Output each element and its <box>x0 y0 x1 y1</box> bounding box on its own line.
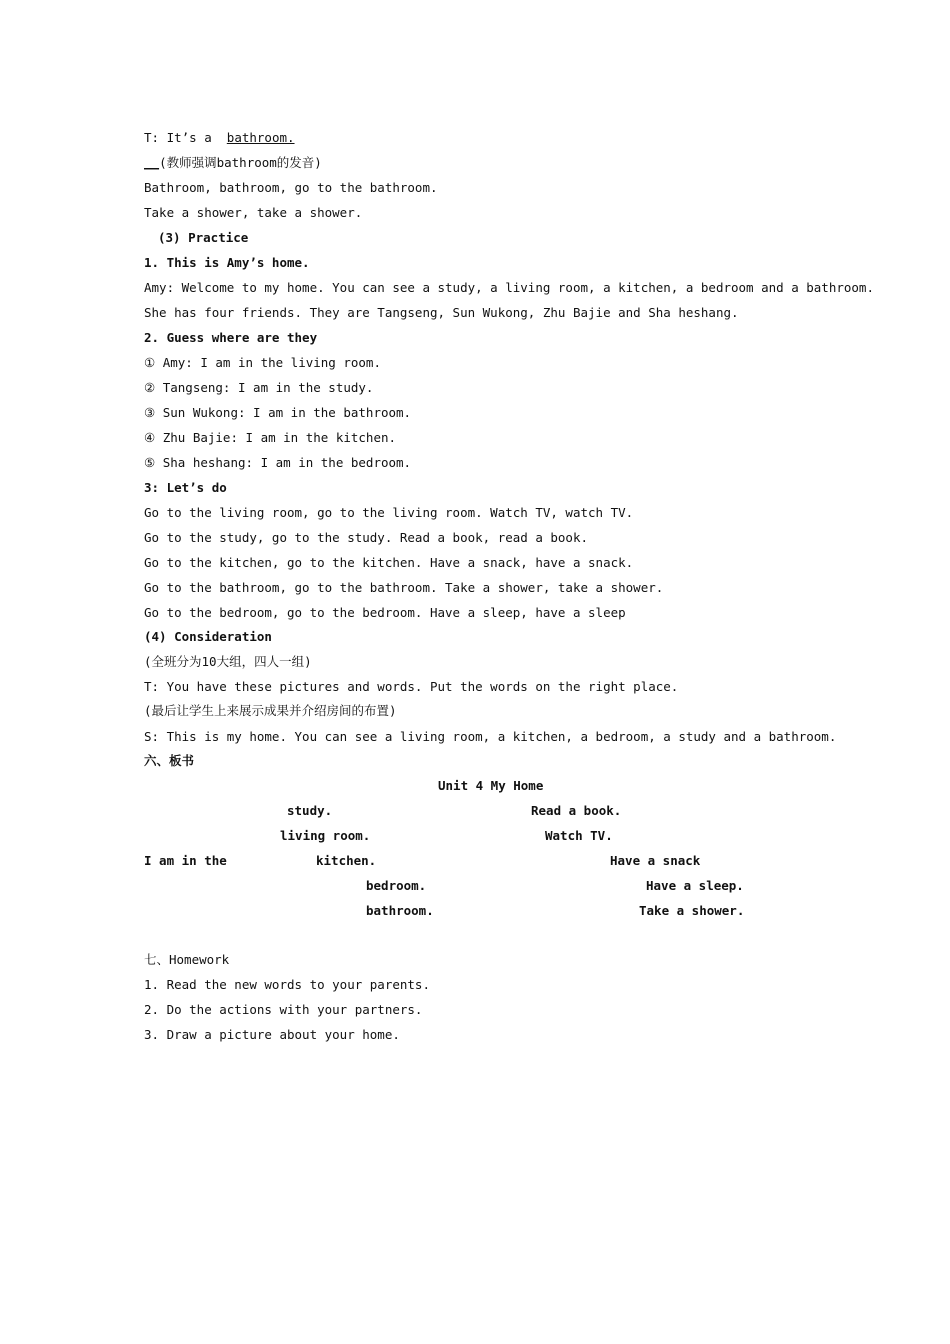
practice-heading: (3) Practice <box>158 230 249 245</box>
intro-line-2 <box>144 155 322 171</box>
guess-item: ② Tangseng: I am in the study. <box>144 380 374 395</box>
board-heading: 六、板书 <box>144 753 195 768</box>
guess-item: ③ Sun Wukong: I am in the bathroom. <box>144 405 412 420</box>
board-room: bathroom. <box>366 903 434 918</box>
homework-item: 2. Do the actions with your partners. <box>144 1002 423 1017</box>
board-action: Read a book. <box>531 803 622 818</box>
intro-line-4: Take a shower, take a shower. <box>144 205 363 220</box>
intro-blank: __ <box>144 155 160 170</box>
board-room: living room. <box>280 828 371 843</box>
lets-do-item: Go to the kitchen, go to the kitchen. Have a snack, have a snack. <box>144 555 634 570</box>
board-action: Take a shower. <box>639 903 745 918</box>
intro-line-1-prefix: T: It’s a <box>144 130 220 145</box>
consideration-heading: (4) Consideration <box>144 629 272 644</box>
intro-line-3: Bathroom, bathroom, go to the bathroom. <box>144 180 438 195</box>
lets-do-item: Go to the bathroom, go to the bathroom. Take a shower, take a shower. <box>144 580 664 595</box>
consideration-note-1: (全班分为10大组，四人一组) <box>144 654 312 669</box>
consideration-line-1: T: You have these pictures and words. Put the words on the right place. <box>144 679 679 694</box>
board-action: Have a snack <box>610 853 701 868</box>
board-room: kitchen. <box>316 853 377 868</box>
section-1-line-2: She has four friends. They are Tangseng, Sun Wukong, Zhu Bajie and Sha heshang. <box>144 305 739 320</box>
intro-line-1 <box>144 130 295 146</box>
lets-do-item: Go to the study, go to the study. Read a book, read a book. <box>144 530 589 545</box>
intro-note: (教师强调bathroom的发音) <box>159 155 322 170</box>
board-prefix: I am in the <box>144 853 227 868</box>
guess-item: ⑤ Sha heshang: I am in the bedroom. <box>144 455 412 470</box>
board-action: Have a sleep. <box>646 878 744 893</box>
board-room: study. <box>287 803 333 818</box>
section-2-title: 2. Guess where are they <box>144 330 318 345</box>
guess-item: ① Amy: I am in the living room. <box>144 355 381 370</box>
section-1-line-1: Amy: Welcome to my home. You can see a study, a living room, a kitchen, a bedroom and a bathroom. <box>144 280 874 295</box>
homework-heading: 七、Homework <box>144 952 230 967</box>
section-1-title: 1. This is Amy’s home. <box>144 255 310 270</box>
board-room: bedroom. <box>366 878 427 893</box>
consideration-note-2: (最后让学生上来展示成果并介绍房间的布置) <box>144 703 397 718</box>
consideration-line-2: S: This is my home. You can see a living room, a kitchen, a bedroom, a study and a bathroom. <box>144 729 837 744</box>
lets-do-item: Go to the bedroom, go to the bedroom. Have a sleep, have a sleep <box>144 605 626 620</box>
intro-underlined-word: bathroom. <box>226 130 295 145</box>
homework-item: 1. Read the new words to your parents. <box>144 977 430 992</box>
homework-item: 3. Draw a picture about your home. <box>144 1027 400 1042</box>
section-3-title: 3: Let’s do <box>144 480 227 495</box>
lets-do-item: Go to the living room, go to the living room. Watch TV, watch TV. <box>144 505 634 520</box>
board-action: Watch TV. <box>545 828 613 843</box>
board-title: Unit 4 My Home <box>438 778 544 793</box>
guess-item: ④ Zhu Bajie: I am in the kitchen. <box>144 430 397 445</box>
